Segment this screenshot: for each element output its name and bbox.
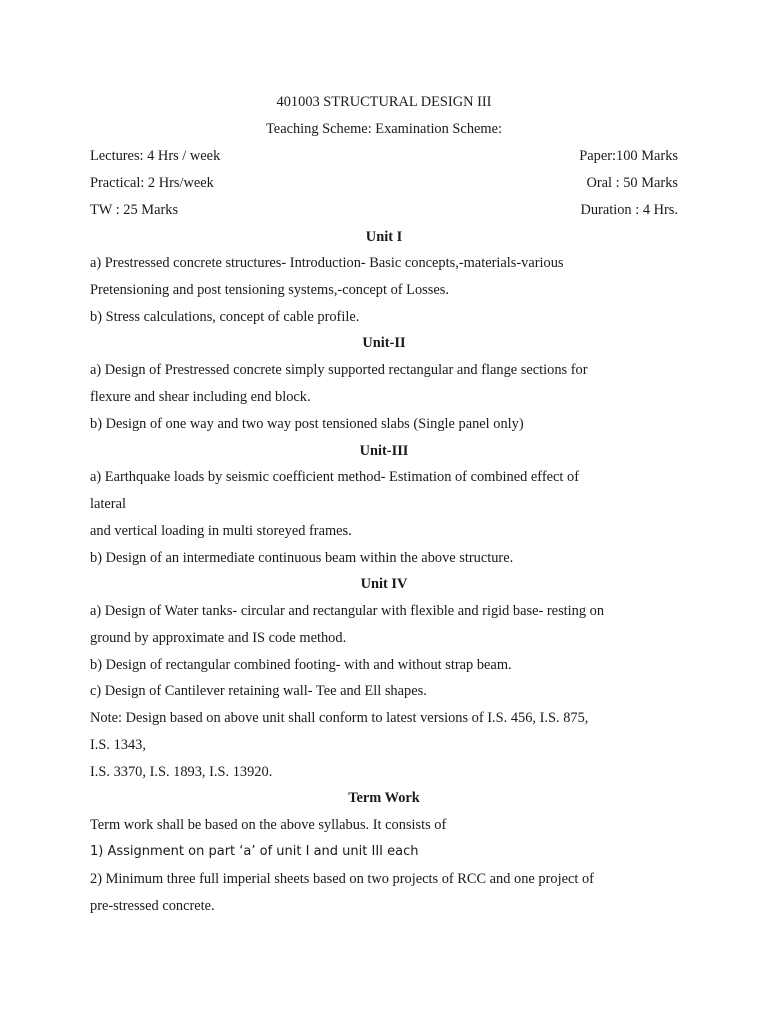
body-line: b) Stress calculations, concept of cable profile. [90,309,360,325]
body-line: lateral [90,496,126,512]
body-line: a) Prestressed concrete structures- Introduction- Basic concepts,-materials-various [90,255,564,271]
body-line: ground by approximate and IS code method. [90,630,347,646]
scheme-left: TW : 25 Marks [90,202,179,218]
document-title: 401003 STRUCTURAL DESIGN III [276,94,492,110]
scheme-heading: Teaching Scheme: Examination Scheme: [266,121,502,137]
body-line: b) Design of an intermediate continuous beam within the above structure. [90,550,514,566]
body-line: 1) Assignment on part ‘a’ of unit I and unit III each [90,844,419,859]
unit-heading: Unit I [365,229,403,245]
scheme-row [90,174,678,192]
unit-heading: Unit-III [359,443,409,459]
body-line: I.S. 3370, I.S. 1893, I.S. 13920. [90,764,273,780]
body-line: a) Design of Prestressed concrete simply supported rectangular and flange sections for [90,362,588,378]
body-line: b) Design of rectangular combined footing- with and without strap beam. [90,657,512,673]
body-line: flexure and shear including end block. [90,389,311,405]
body-line: I.S. 1343, [90,737,146,753]
body-line: Term work shall be based on the above syllabus. It consists of [90,817,447,833]
body-line: 2) Minimum three full imperial sheets based on two projects of RCC and one project of [90,871,594,887]
scheme-left: Lectures: 4 Hrs / week [90,148,221,164]
scheme-right: Paper:100 Marks [579,148,678,164]
section-heading: Term Work [348,790,420,806]
unit-heading: Unit IV [360,576,408,592]
body-line: Pretensioning and post tensioning systems,-concept of Losses. [90,282,449,298]
body-line: Note: Design based on above unit shall conform to latest versions of I.S. 456, I.S. 875, [90,710,589,726]
unit-heading: Unit-II [362,335,406,351]
body-line: a) Design of Water tanks- circular and rectangular with flexible and rigid base- resting on [90,603,605,619]
scheme-right: Duration : 4 Hrs. [580,202,678,218]
body-line: a) Earthquake loads by seismic coefficient method- Estimation of combined effect of [90,469,579,485]
body-line: and vertical loading in multi storeyed frames. [90,523,352,539]
scheme-row [90,201,678,219]
body-line: c) Design of Cantilever retaining wall- Tee and Ell shapes. [90,683,427,699]
scheme-row [90,147,678,165]
body-line: pre-stressed concrete. [90,898,215,914]
scheme-right: Oral : 50 Marks [586,175,678,191]
body-line: b) Design of one way and two way post tensioned slabs (Single panel only) [90,416,524,432]
scheme-left: Practical: 2 Hrs/week [90,175,214,191]
